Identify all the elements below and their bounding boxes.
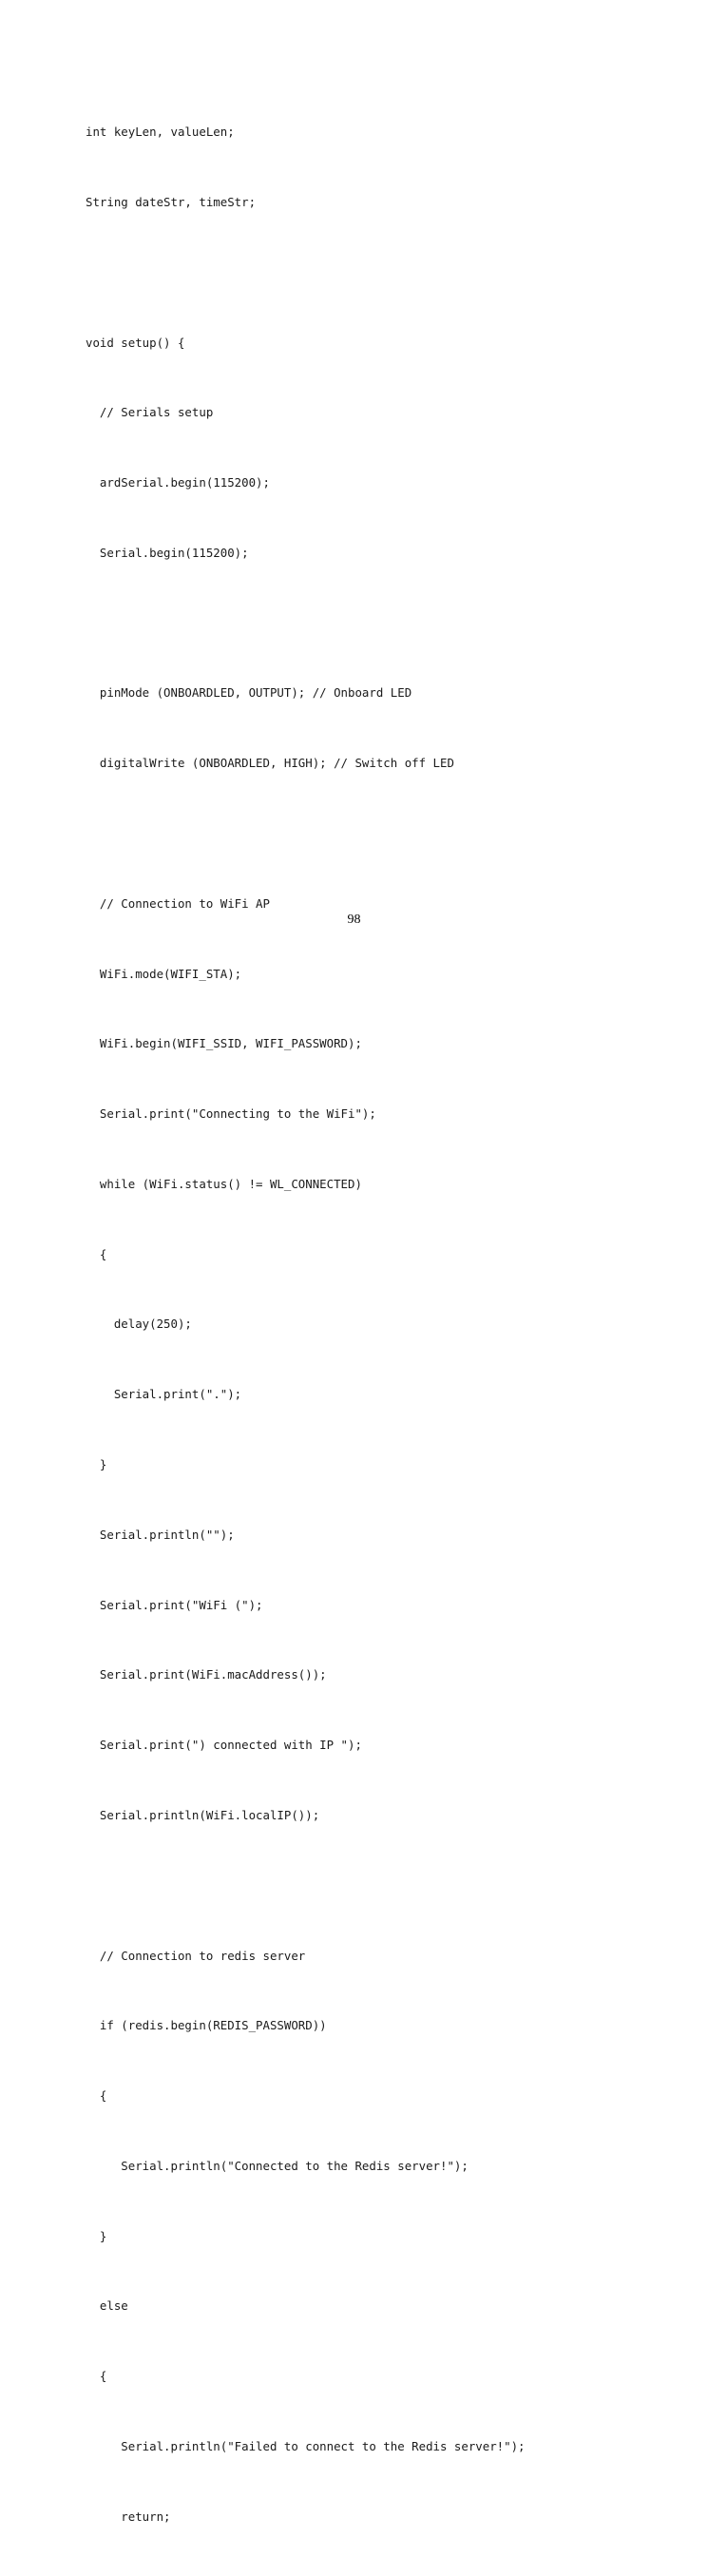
code-line: Serial.println(""); [86,1527,235,1542]
code-line: Serial.print(") connected with IP "); [86,1738,362,1753]
code-line [86,1874,656,1898]
code-line: if (redis.begin(REDIS_PASSWORD)) [86,2018,327,2033]
code-line: Serial.print("."); [86,1387,242,1402]
code-listing [86,74,656,2576]
code-line: else [86,2298,128,2314]
code-line: Serial.print("Connecting to the WiFi"); [86,1106,376,1122]
code-line: digitalWrite (ONBOARDLED, HIGH); // Switch off LED [86,756,454,771]
code-line: WiFi.begin(WIFI_SSID, WIFI_PASSWORD); [86,1036,362,1051]
code-line: Serial.println("Failed to connect to the Redis server!"); [86,2438,526,2453]
code-line: // Serials setup [86,405,214,420]
code-line: while (WiFi.status() != WL_CONNECTED) [86,1176,362,1191]
code-line: // Connection to redis server [86,1948,306,1963]
code-line: Serial.print(WiFi.macAddress()); [86,1667,327,1682]
code-line: Serial.print("WiFi ("); [86,1597,263,1612]
code-line: Serial.println("Connected to the Redis server!"); [86,2158,469,2173]
code-line: WiFi.mode(WIFI_STA); [86,966,242,981]
code-line: void setup() { [86,335,185,350]
code-line: int keyLen, valueLen; [86,125,235,140]
code-line: return; [86,2509,171,2524]
page-number: 98 [347,913,361,927]
code-line [86,261,656,285]
code-line: pinMode (ONBOARDLED, OUTPUT); // Onboard LED [86,685,412,701]
code-line: } [86,1457,107,1472]
code-line: Serial.println(WiFi.localIP()); [86,1807,320,1822]
code-line [86,612,656,636]
code-line: Serial.begin(115200); [86,545,249,560]
code-line: ardSerial.begin(115200); [86,475,270,490]
code-line: delay(250); [86,1317,192,1332]
code-line: { [86,2369,107,2384]
code-line: // Connection to WiFi AP [86,895,270,911]
code-line [86,822,656,846]
code-line: String dateStr, timeStr; [86,194,257,209]
code-line: } [86,2228,107,2243]
code-line: { [86,2088,107,2104]
code-line: { [86,1246,107,1261]
